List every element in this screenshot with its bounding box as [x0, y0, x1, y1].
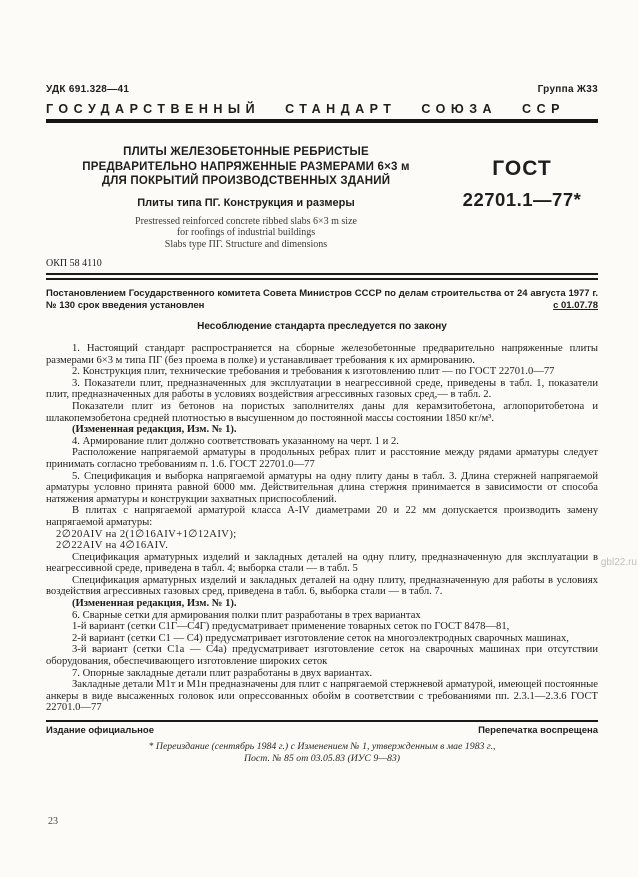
- effective-date: с 01.07.78: [553, 299, 598, 311]
- body-paragraph: 2-й вариант (сетки С1 — С4) предусматривает изготовление сеток на многоэлектродных сварочных машинах,: [72, 632, 569, 644]
- body-paragraph: Расположение напрягаемой арматуры в продольных ребрах плит и расстояние между рядами арматуры следует принимать согласно требованиям п. 1.6. ГОСТ 22701.0—77: [46, 447, 598, 470]
- title-line: ПРЕДВАРИТЕЛЬНО НАПРЯЖЕННЫЕ РАЗМЕРАМИ 6×3 м: [82, 160, 410, 173]
- footer-row: [46, 725, 598, 736]
- title-english-line: for roofings of industrial buildings: [176, 227, 316, 238]
- title-english: [46, 216, 446, 251]
- body-paragraph: Показатели плит из бетонов на пористых заполнителях даны для керамзитобетона, аглопоритобетона и шлакопемзобетона средней плотностью в высушенном до постоянной массы состоянии 1850 кг/м³.: [46, 400, 598, 424]
- gost-label: ГОСТ: [492, 157, 552, 180]
- standard-header: ГОСУДАРСТВЕННЫЙ СТАНДАРТ СОЮЗА ССР: [46, 102, 598, 123]
- footnote-line: * Переиздание (сентябрь 1984 г.) с Изменением № 1, утвержденным в мае 1983 г.,: [148, 741, 496, 752]
- body-paragraph: 3. Показатели плит, предназначенных для эксплуатации в неагрессивной среде, приведены в табл. 1, показатели плит, предназначенных для работы в условиях воздействия агрессивных газовых сред,— в табл. 2.: [46, 377, 598, 401]
- site-watermark: gbl22.ru: [600, 557, 637, 568]
- double-rule-divider: [46, 273, 598, 280]
- body-paragraph: 6. Сварные сетки для армирования полки плит разработаны в трех вариантах: [72, 609, 421, 621]
- body-paragraph: 3-й вариант (сетки С1а — С4а) предусматривает изготовление сеток на сварочных машинах при отсутствии оборудования, обеспечивающего изготовление широких сеток: [46, 644, 598, 668]
- group-code: Группа Ж33: [537, 84, 598, 95]
- gost-designation: [446, 145, 598, 250]
- body-paragraph: 1. Настоящий стандарт распространяется на сборные железобетонные предварительно напряженные плиты размерами 6×3 м типа ПГ (без проема в полке) и устанавливает требования к их армированию.: [46, 343, 598, 366]
- official-edition-label: Издание официальное: [46, 725, 154, 736]
- title-section: [46, 145, 598, 250]
- preamble-text: Постановлением Государственного комитета Совета Министров СССР по делам строительства от 24 августа 1977 г. № 130 срок введения установлен: [46, 288, 598, 311]
- title-english-line: Prestressed reinforced concrete ribbed slabs 6×3 m size: [135, 215, 357, 227]
- rebar-formula: 2∅22АIV на 4∅16АIV.: [56, 540, 169, 552]
- body-paragraph: 4. Армирование плит должно соответствовать указанному на черт. 1 и 2.: [72, 435, 399, 447]
- udk-code: УДК 691.328—41: [46, 84, 130, 95]
- gost-number: 22701.1—77*: [462, 189, 582, 210]
- title-block: [46, 145, 446, 250]
- title-line: ПЛИТЫ ЖЕЛЕЗОБЕТОННЫЕ РЕБРИСТЫЕ: [123, 146, 369, 158]
- meta-row: [46, 84, 598, 95]
- body-paragraph: Спецификация арматурных изделий и закладных деталей на одну плиту, предназначенную для эксплуатации в неагрессивной среде, приведена в табл. 4; выборка стали — в табл. 5: [46, 551, 598, 575]
- body-paragraph: Спецификация арматурных изделий и закладных деталей на одну плиту, предназначенную для работы в условиях воздействия агрессивных газовых сред, приведена в табл. 6, выборка стали — в табл. 7.: [46, 574, 598, 598]
- body-text: [46, 343, 598, 714]
- okp-code: ОКП 58 4110: [46, 258, 102, 269]
- title-english-line: Slabs type ПГ. Structure and dimensions: [164, 238, 328, 250]
- amendment-note: (Измененная редакция, Изм. № 1).: [72, 598, 237, 610]
- body-paragraph: 5. Спецификация и выборка напрягаемой арматуры на одну плиту даны в табл. 3. Длина стержней напрягаемой арматуры условно принята равной 6000 мм. Действительная длина стержня принимается в зависимости от способа натяжения арматуры и конструкции захватных приспособлений.: [46, 470, 598, 505]
- body-paragraph: 2. Конструкция плит, технические требования и требования к изготовлению плит — по ГОСТ 22701.0—77: [72, 366, 555, 378]
- body-paragraph: 1-й вариант (сетки С1Г—С4Г) предусматривает применение товарных сеток по ГОСТ 8478—81,: [72, 621, 510, 633]
- footer-divider: [46, 720, 598, 722]
- reprint-prohibited-label: Перепечатка воспрещена: [478, 725, 598, 736]
- law-notice: Несоблюдение стандарта преследуется по закону: [197, 321, 447, 332]
- preamble: [46, 288, 598, 311]
- body-paragraph: 7. Опорные закладные детали плит разработаны в двух вариантах.: [72, 667, 373, 679]
- body-paragraph: Закладные детали М1т и М1н предназначены для плит с напрягаемой стержневой арматурой, имеющей постоянные анкеры в виде высаженных головок или опрессованных обойм в соответствии с требованиями пп. 2.3.1—2.3.6 ГОСТ 22701.0—77: [46, 679, 598, 714]
- rebar-formula: 2∅20АIV на 2(1∅16АIV+1∅12АIV);: [56, 528, 237, 540]
- body-paragraph: В плитах с напрягаемой арматурой класса А-IV диаметрами 20 и 22 мм допускается производить замену напрягаемой арматуры:: [46, 505, 598, 528]
- page-number: 23: [48, 816, 58, 827]
- title-line: ДЛЯ ПОКРЫТИЙ ПРОИЗВОДСТВЕННЫХ ЗДАНИЙ: [101, 175, 391, 187]
- title-subtitle: Плиты типа ПГ. Конструкция и размеры: [137, 196, 355, 209]
- amendment-note: (Измененная редакция, Изм. № 1).: [72, 424, 237, 436]
- reissue-footnote: [46, 741, 598, 764]
- footnote-line: Пост. № 85 от 03.05.83 (ИУС 9—83): [243, 752, 401, 764]
